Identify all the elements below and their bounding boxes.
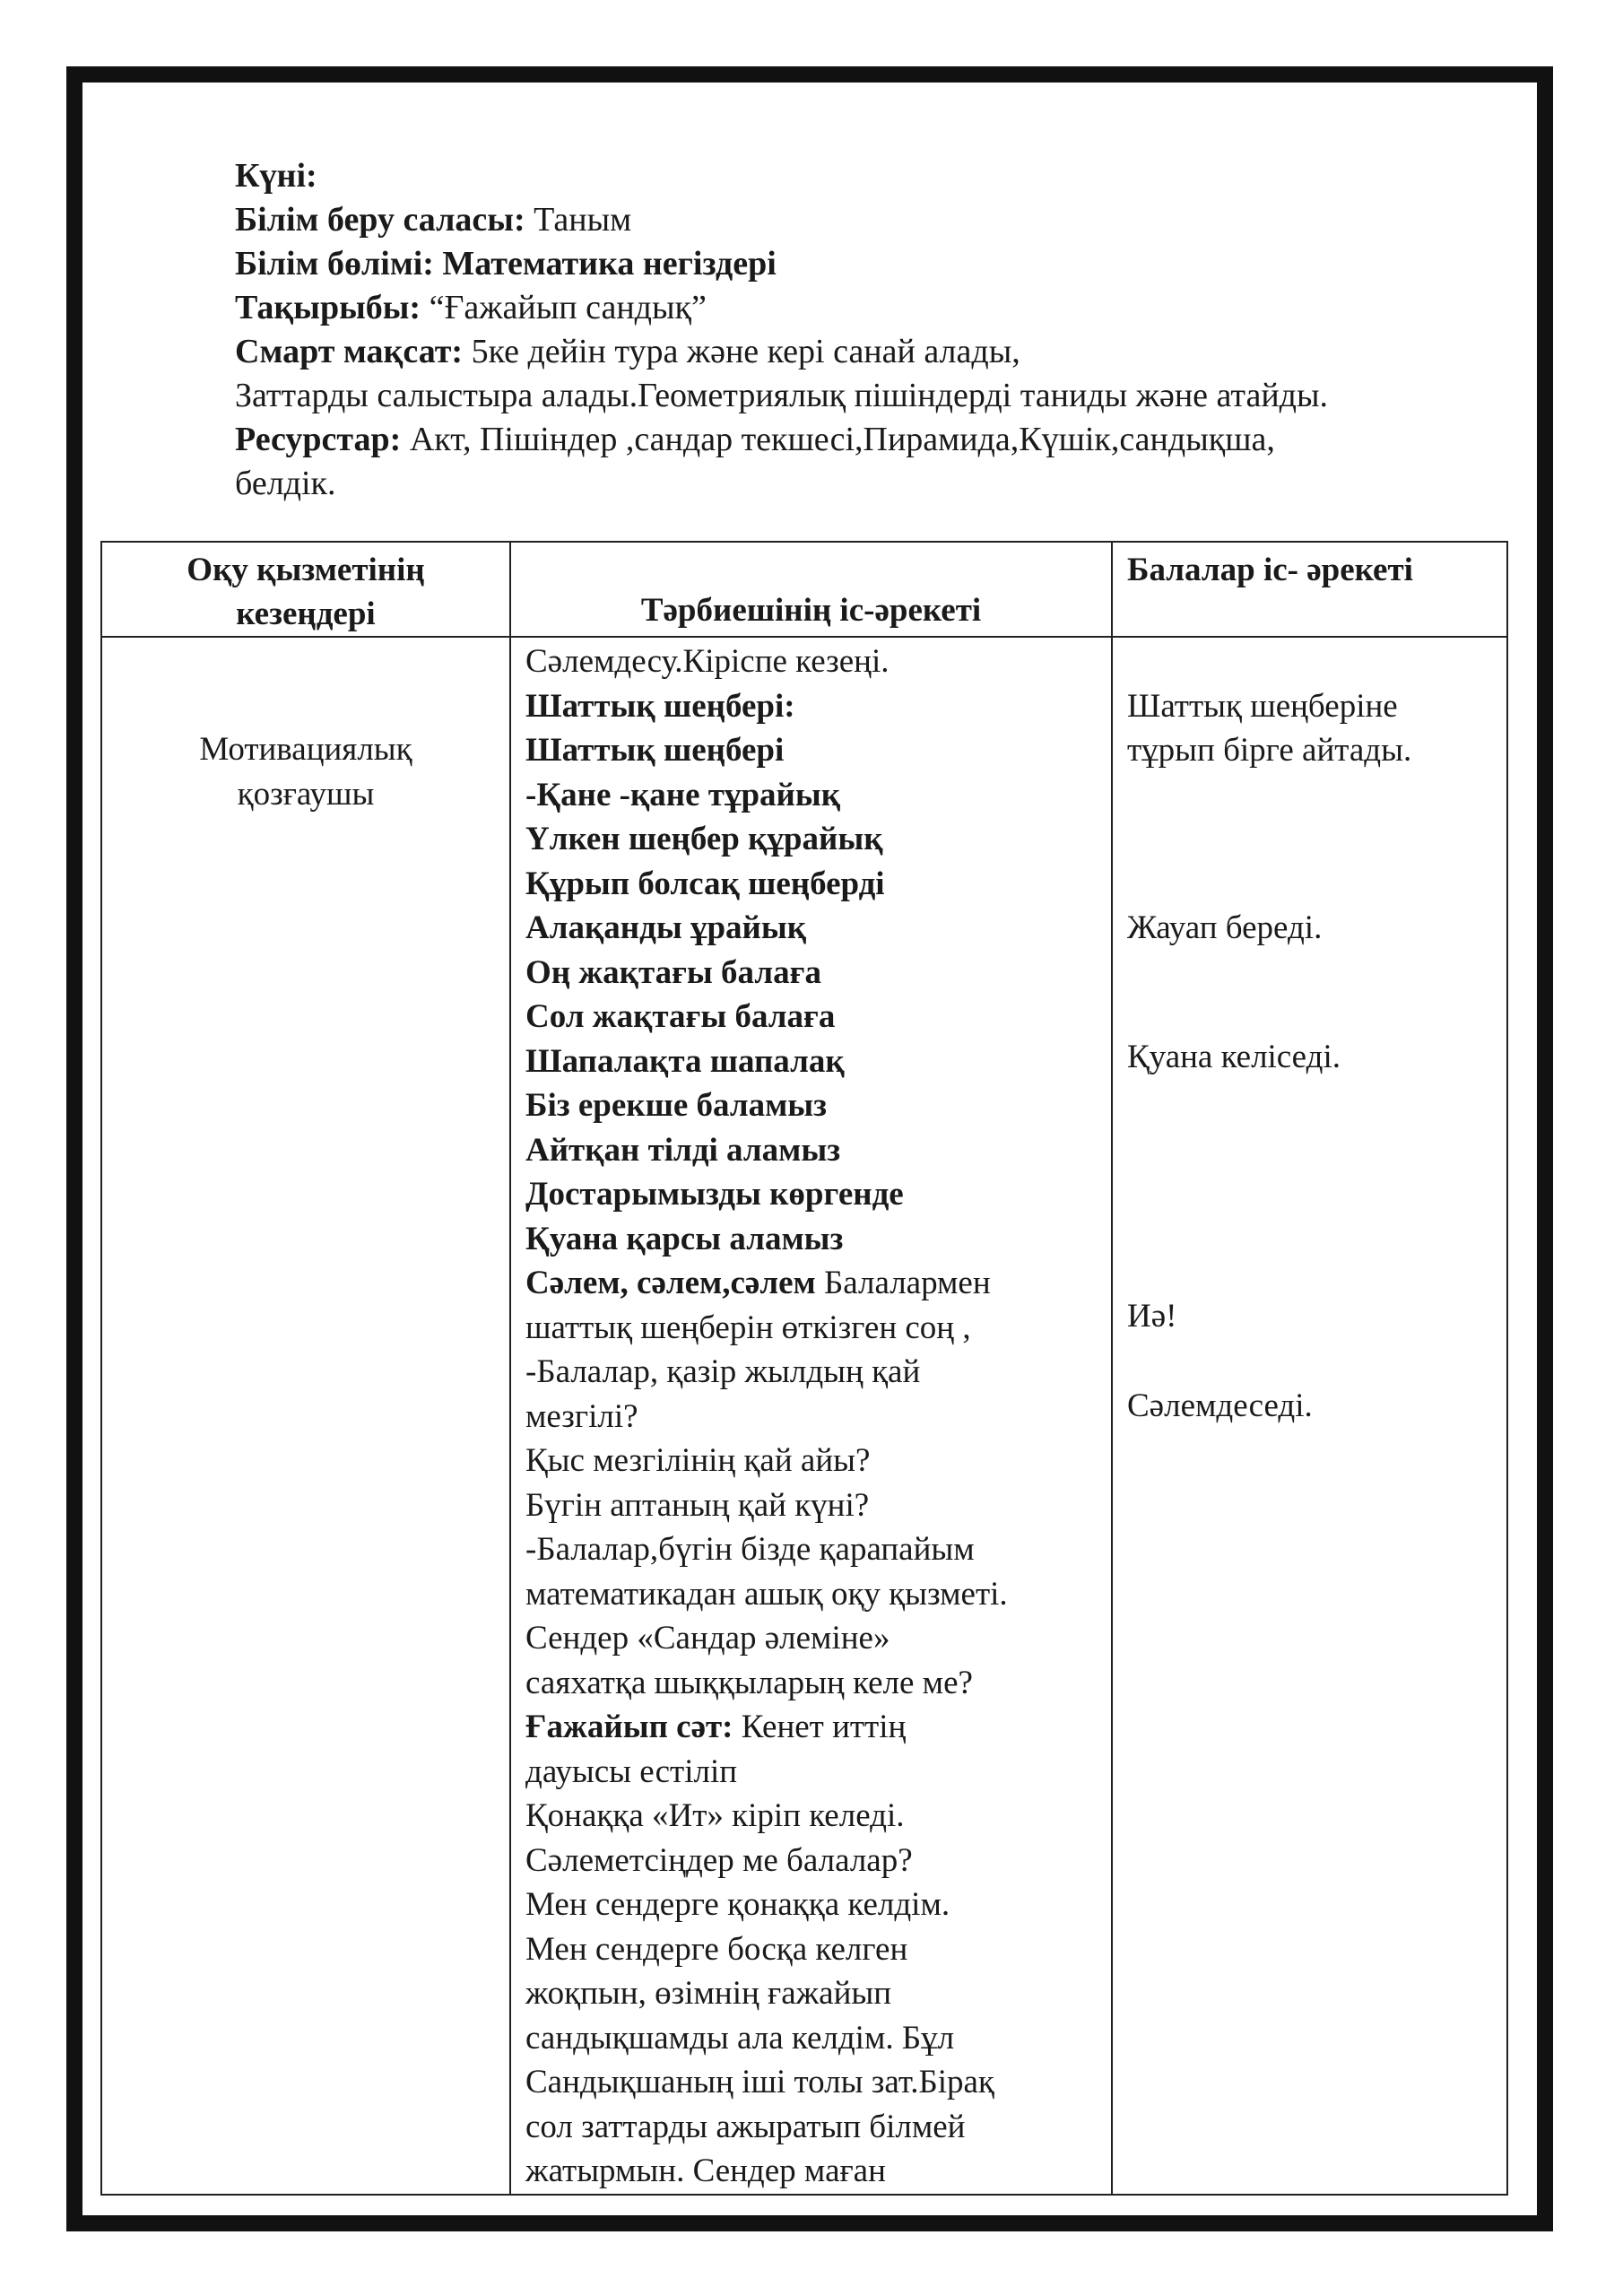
list-item: Сендер «Сандар әлеміне» [525,1620,890,1657]
list-item: Оң жақтағы балаға [525,953,821,991]
resources-line: Ресурстар: Акт, Пішіндер ,сандар текшесі,Пирамида,Күшік,сандықша, [235,421,1275,458]
list-item: Сәлемдесу.Кіріспе кезеңі. [525,643,890,680]
list-item: Ғажайып сәт: Кенет иттің [525,1709,907,1745]
list-item: Жауап береді. [1127,909,1323,946]
lesson-plan-table [100,541,1508,2196]
list-item: Мен сендерге босқа келген [525,1930,908,1968]
section-line: Білім бөлімі: Математика негіздері [235,245,777,283]
list-item: -Балалар, қазір жылдың қай [525,1353,921,1390]
teacher-activity-cell [510,637,1112,2195]
list-item: Сандықшаның іші толы зат.Бірақ [525,2064,994,2100]
list-item: тұрып бірге айтады. [1127,732,1412,769]
list-item: Бүгін аптаның қай күні? [525,1486,870,1524]
list-item: Қуана қарсы аламыз [525,1220,844,1257]
date-line: Күні: [235,157,317,195]
list-item: Сәлеметсіңдер ме балалар? [525,1841,913,1879]
list-item: Сәлемдеседі. [1127,1387,1313,1424]
list-item: саяхатқа шыққыларың келе ме? [525,1664,973,1701]
stage-cell: Мотивациялық қозғаушы [101,637,510,2195]
list-item: сол заттарды ажыратып білмей [525,2108,966,2145]
list-item: Сәлем, сәлем,сәлем Балалармен [525,1265,991,1301]
list-item: -Қане -қане тұрайық [525,776,841,813]
list-item: Қыс мезгілінің қай айы? [525,1442,871,1479]
list-item: Шапалақта шапалақ [525,1042,845,1080]
list-item: Достарымызды көргенде [525,1176,904,1213]
children-column-header: Балалар іс- әрекеті [1112,542,1507,637]
stage-column-header: Оқу қызметінің кезеңдері [101,542,510,637]
smart-goal-line: Смарт мақсат: 5ке дейін тура және кері санай алады, [235,333,1020,370]
list-item: сандықшамды ала келдім. Бұл [525,2019,955,2057]
list-item: жоқпын, өзімнің ғажайып [525,1975,892,2012]
children-activity-cell [1112,637,1507,2195]
teacher-column-header: Тәрбиешінің іс-әрекеті [510,542,1112,637]
table-row [101,637,1507,2195]
smart-goal-continuation: Заттарды салыстыра алады.Геометриялық пішіндерді таниды және атайды. [235,377,1329,414]
list-item: мезгілі? [525,1397,638,1435]
list-item: Біз ерекше баламыз [525,1087,828,1124]
list-item: Шаттық шеңбері: [525,687,795,725]
list-item: Қуана келіседі. [1127,1038,1341,1075]
list-item: жатырмын. Сендер маған [525,2152,886,2189]
list-item: шаттық шеңберін өткізген соң , [525,1309,971,1346]
resources-continuation: белдік. [235,465,336,502]
list-item: дауысы естіліп [525,1752,738,1790]
list-item: Айтқан тілді аламыз [525,1131,841,1169]
table-header-row [101,542,1507,637]
list-item: Қонаққа «Ит» кіріп келеді. [525,1797,905,1834]
lesson-header [235,154,1490,506]
list-item: -Балалар,бүгін бізде қарапайым [525,1531,975,1568]
list-item: Мен сендерге қонаққа келдім. [525,1886,950,1923]
topic-line: Тақырыбы: “Ғажайып сандық” [235,289,707,326]
list-item: Құрып болсақ шеңберді [525,865,885,902]
list-item: Иә! [1127,1298,1177,1335]
list-item: Шаттық шеңбері [525,732,785,769]
list-item: Сол жақтағы балаға [525,998,836,1035]
list-item: Алақанды ұрайық [525,909,807,946]
list-item: Шаттық шеңберіне [1127,687,1398,725]
list-item: Үлкен шеңбер құрайық [525,821,883,857]
list-item: математикадан ашық оқу қызметі. [525,1575,1008,1613]
education-area-line: Білім беру саласы: Таным [235,201,632,239]
